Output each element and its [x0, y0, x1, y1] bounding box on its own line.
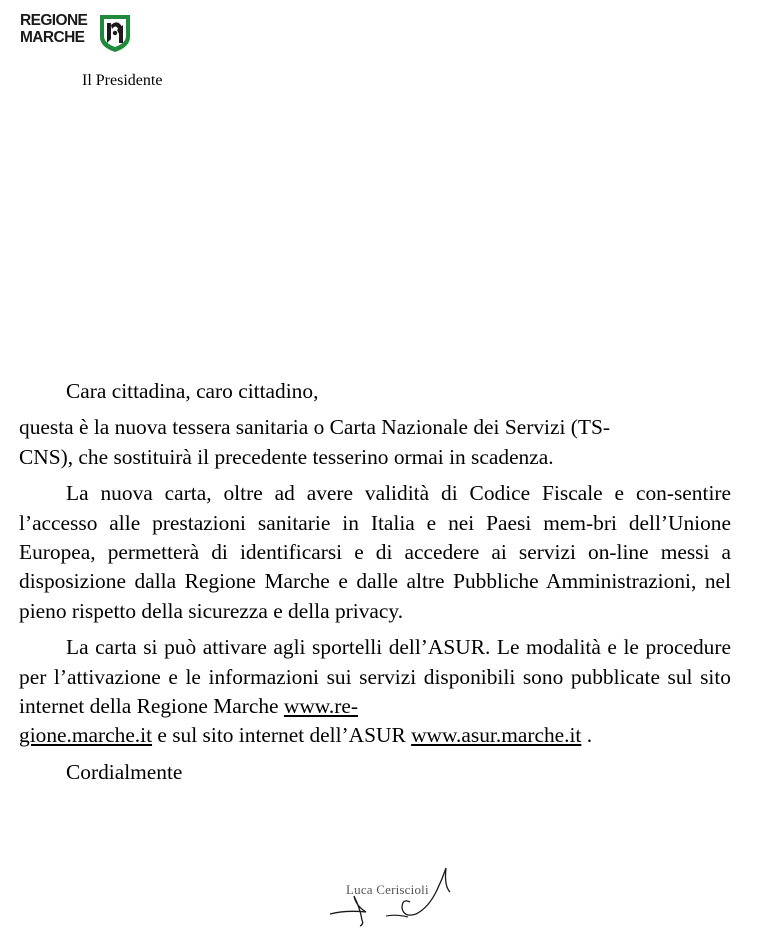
- letter-closing: Cordialmente: [66, 759, 183, 784]
- paragraph-3-text-a: La carta si può attivare agli sportelli dell’ASUR. Le modalità e le procedure per l’attivazione e le informazioni sui servizi disponibili sono pubblicate sul sito internet della Regione Marche: [19, 635, 731, 719]
- paragraph-1: questa è la nuova tessera sanitaria o Carta Nazionale dei Servizi (TS- CNS), che sostituirà il precedente tesserino ormai in scadenza.: [19, 415, 610, 469]
- letter-body: [19, 377, 731, 794]
- regione-marche-emblem-icon: [98, 13, 132, 53]
- sender-office: Il Presidente: [82, 72, 163, 89]
- regione-marche-logo: [20, 12, 136, 56]
- logo-line-2: MARCHE: [20, 29, 85, 46]
- logo-wordmark: [20, 12, 87, 46]
- paragraph-3: [19, 633, 731, 751]
- signature: [326, 862, 462, 928]
- logo-line-1: REGIONE: [20, 12, 88, 29]
- paragraph-3-text-c: .: [581, 723, 593, 748]
- link-asur[interactable]: www.asur.marche.it: [411, 723, 582, 748]
- paragraph-3-text-b: e sul sito internet dell’ASUR: [152, 723, 412, 748]
- paragraph-2: La nuova carta, oltre ad avere validità di Codice Fiscale e con-sentire l’accesso alle prestazioni sanitarie in Italia e nei Paesi mem-bri dell’Unione Europea, permetterà di identificarsi e di accedere ai servizi on-line messi a disposizione dalla Regione Marche e dalle altre Pubbliche Amministrazioni, nel pieno rispetto della sicurezza e della privacy.: [19, 481, 731, 623]
- letter-greeting: Cara cittadina, caro cittadino,: [66, 379, 319, 403]
- link-regione-marche[interactable]: www.re- gione.marche.it: [19, 694, 358, 748]
- signature-name: Luca Ceriscioli: [346, 882, 429, 897]
- signature-scrawl-icon: [326, 862, 462, 928]
